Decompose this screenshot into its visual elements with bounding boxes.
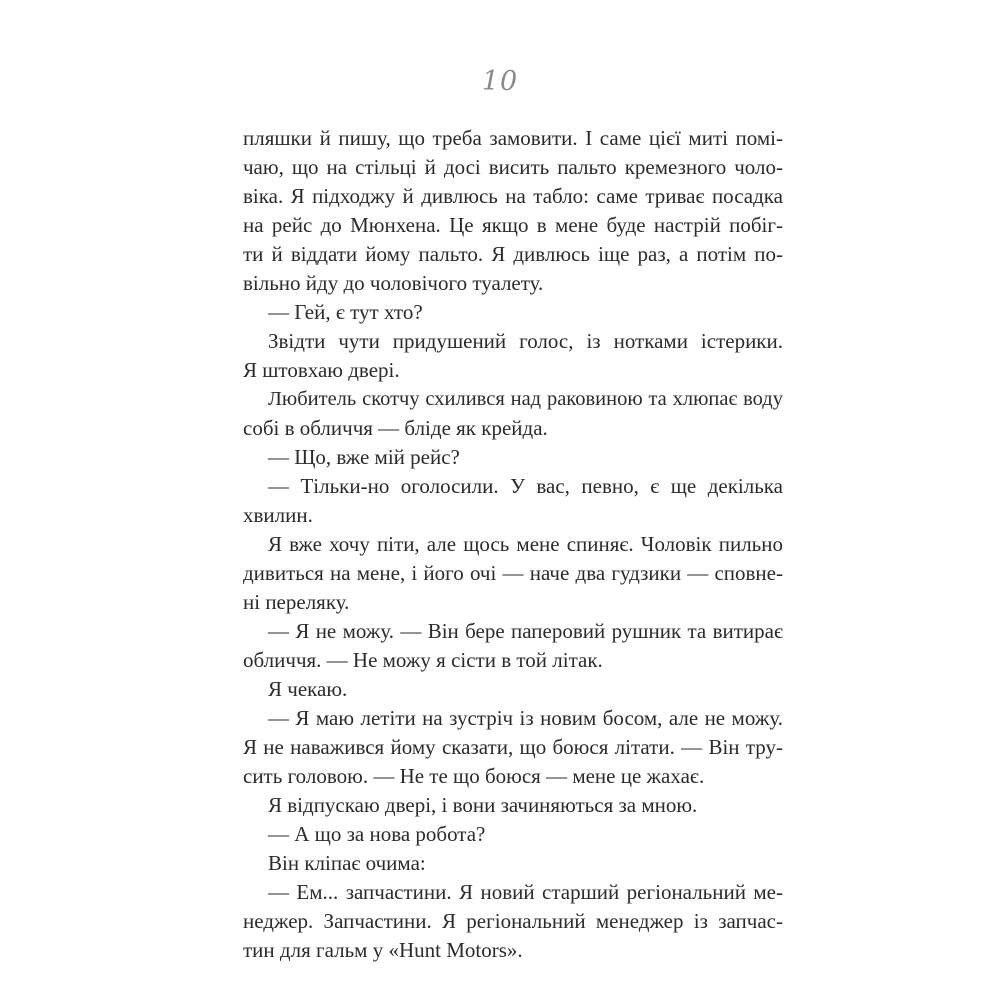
text-line: чаю, що на стільці й досі висить пальто кремезного чоло- xyxy=(243,155,783,179)
text-line: пляшки й пишу, що треба замовити. І саме цієї миті помі- xyxy=(243,126,783,150)
text-line: вільно йду до чоловічого туалету. xyxy=(243,271,544,295)
text-line: хвилин. xyxy=(243,503,313,527)
text-line: неджер. Запчастини. Я регіональний менеджер із запчас- xyxy=(243,909,783,933)
text-line: Звідти чути придушений голос, із нотками істерики. xyxy=(268,329,783,353)
text-line: тин для гальм у «Hunt Motors». xyxy=(243,938,523,962)
text-line: Я відпускаю двері, і вони зачиняються за мною. xyxy=(268,793,698,817)
text-line: Я чекаю. xyxy=(268,677,348,701)
text-line: — Ем... запчастини. Я новий старший регіональний ме- xyxy=(268,880,783,904)
text-line: Він кліпає очима: xyxy=(268,851,426,875)
text-line: — Тільки-но оголосили. У вас, певно, є ще декілька xyxy=(268,474,783,498)
text-line: Любитель скотчу схилився над раковиною та хлюпає воду xyxy=(268,388,783,410)
text-line: Я вже хочу піти, але щось мене спиняє. Чоловік пильно xyxy=(268,532,783,556)
body-text xyxy=(243,124,783,965)
text-line: — Я не можу. — Він бере паперовий рушник та витирає xyxy=(268,619,783,643)
text-line: Я не наважився йому сказати, що боюся літати. — Він тру- xyxy=(243,735,783,759)
page-number: 10 xyxy=(481,66,519,97)
text-line: — Я маю летіти на зустріч із новим босом, але не можу. xyxy=(268,706,783,730)
text-line: ти й віддати йому пальто. Я дивлюсь іще раз, а потім по- xyxy=(243,242,783,266)
text-line: віка. Я підходжу й дивлюсь на табло: саме триває посадка xyxy=(243,184,783,208)
text-line: ні переляку. xyxy=(243,590,350,614)
text-line: собі в обличчя — бліде як крейда. xyxy=(243,416,548,440)
text-line: Я штовхаю двері. xyxy=(243,358,400,382)
text-line: — А що за нова робота? xyxy=(268,822,486,846)
text-line: сить головою. — Не те що боюся — мене це жахає. xyxy=(243,764,705,788)
text-line: — Що, вже мій рейс? xyxy=(268,445,460,469)
text-line: — Гей, є тут хто? xyxy=(268,300,423,324)
text-line: на рейс до Мюнхена. Це якщо в мене буде настрій побіг- xyxy=(243,213,783,237)
text-line: дивиться на мене, і його очі — наче два гудзики — сповне- xyxy=(243,561,783,585)
text-line: обличчя. — Не можу я сісти в той літак. xyxy=(243,648,603,672)
